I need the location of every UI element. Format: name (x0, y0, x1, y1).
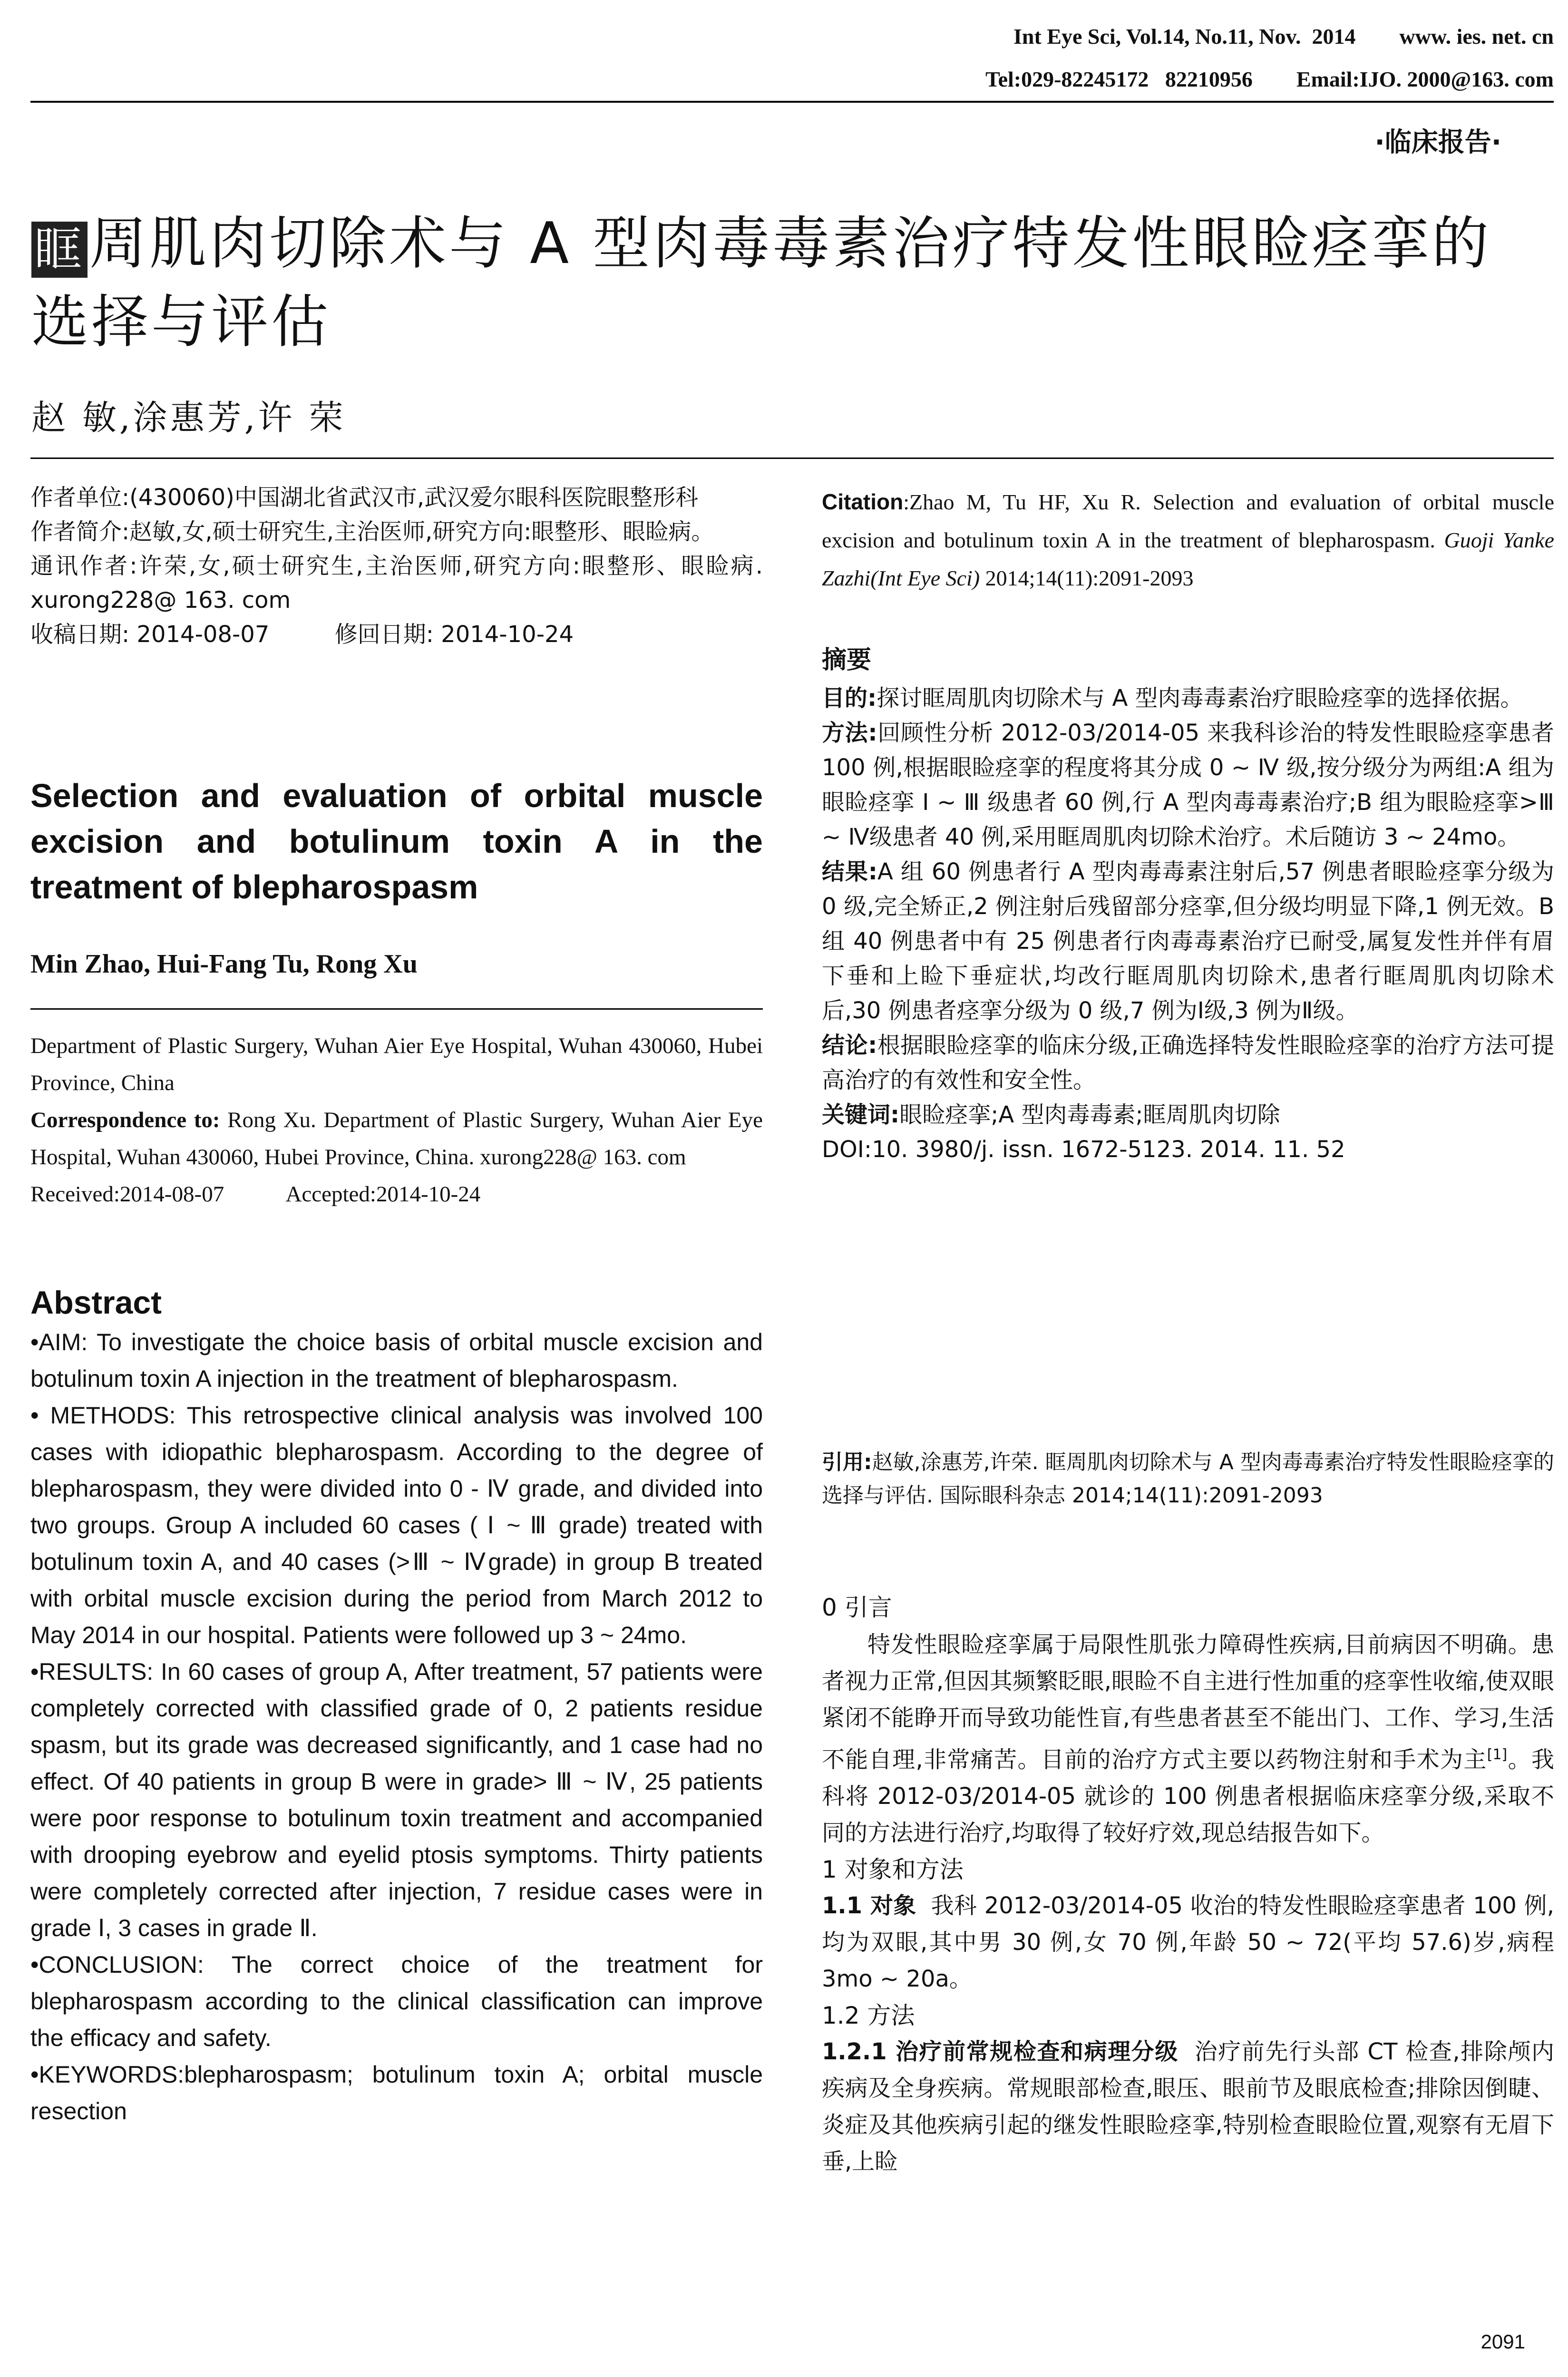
bio-cn: 作者简介:赵敏,女,硕士研究生,主治医师,研究方向:眼整形、眼睑病。 (30, 518, 714, 545)
affiliation: Department of Plastic Surgery, Wuhan Aier Eye Hospital, Wuhan 430060, Hubei Province, China (30, 1033, 763, 1095)
correspondence-label: Correspondence to: (30, 1108, 220, 1132)
abstract-keywords: •KEYWORDS:blepharospasm; botulinum toxin A; orbital muscle resection (30, 2061, 763, 2124)
article-title-cn (31, 205, 1544, 361)
conclusion-text: 根据眼睑痉挛的临床分级,正确选择特发性眼睑痉挛的治疗方法可提高治疗的有效性和安全性。 (822, 1032, 1554, 1093)
result-label: 结果: (822, 858, 877, 885)
result-text: A 组 60 例患者行 A 型肉毒毒素注射后,57 例患者眼睑痉挛分级为 0 级,完全矫正,2 例注射后残留部分痉挛,但分级均明显下降,1 例无效。B 组 40 例患者中有 25 例患者行肉毒毒素治疗已耐受,属复发性并伴有眉下垂和上睑下垂症状,均改行眶周肌肉切除术,患者行眶周肌肉切除术后,30 例患者痉挛分级为 0 级,7 例为Ⅰ级,3 例为Ⅱ级。 (822, 858, 1555, 1024)
unit-cn: 作者单位:(430060)中国湖北省武汉市,武汉爱尔眼科医院眼整形科 (30, 484, 699, 511)
method-text: 回顾性分析 2012-03/2014-05 来我科诊治的特发性眼睑痉挛患者 100 例,根据眼睑痉挛的程度将其分成 0 ~ Ⅳ 级,按分级分为两组:A 组为眼睑痉挛 Ⅰ ~ Ⅲ 级患者 60 例,行 A 型肉毒毒素治疗;B 组为眼睑痉挛>Ⅲ ~ Ⅳ级患者 40 例,采用眶周肌肉切除术治疗。术后随访 3 ~ 24mo。 (822, 720, 1554, 850)
abstract-heading: Abstract (30, 1285, 162, 1321)
cite-cn-text: 赵敏,涂惠芳,许荣. 眶周肌肉切除术与 A 型肉毒毒素治疗特发性眼睑痉挛的选择与评估. 国际眼科杂志 2014;14(11):2091-2093 (822, 1450, 1554, 1508)
journal-info: Int Eye Sci, Vol.14, No.11, Nov. 2014 www. ies. net. cn (1013, 24, 1554, 49)
intro-heading: 0 引言 (822, 1594, 892, 1621)
revised-cn: 修回日期: 2014-10-24 (334, 621, 574, 648)
abstract-aim: •AIM: To investigate the choice basis of orbital muscle excision and botulinum toxin A injection in the treatment of blepharospasm. (30, 1329, 763, 1392)
abstract-conclusion: •CONCLUSION: The correct choice of the treatment for blepharospasm according to the clinical classification can improve the efficacy and safety. (30, 1951, 763, 2051)
goal-text: 探讨眶周肌肉切除术与 A 型肉毒毒素治疗眼睑痉挛的选择依据。 (877, 685, 1523, 711)
cite-cn-label: 引用: (822, 1450, 872, 1474)
dates-cn (30, 617, 763, 652)
page-number: 2091 (1480, 2330, 1525, 2353)
correspondence-text: Rong Xu. Department of Plastic Surgery, Wuhan Aier Eye Hospital, Wuhan 430060, Hubei Province, China. xurong228@ 163. com (30, 1108, 763, 1169)
conclusion-label: 结论: (822, 1032, 877, 1059)
affiliation-block (30, 1027, 763, 1213)
intro-text-2: 。我科将 2012-03/2014-05 就诊的 100 例患者根据临床痉挛分级,采取不同的方法进行治疗,均取得了较好疗效,现总结报告如下。 (822, 1746, 1554, 1846)
method-label: 方法: (822, 720, 877, 746)
abstract-cn (822, 640, 1554, 1167)
intro-text: 特发性眼睑痉挛属于局限性肌张力障碍性疾病,目前病因不明确。患者视力正常,但因其频繁眨眼,眼睑不自主进行性加重的痉挛性收缩,使双眼紧闭不能睁开而导致功能性盲,有些患者甚至不能出门、工作、学习,生活不能自理,非常痛苦。目前的治疗方式主要以药物注射和手术为主 (822, 1631, 1554, 1773)
dates-en (30, 1176, 763, 1213)
ref-mark: [1] (1487, 1746, 1508, 1763)
contact-info: Tel:029-82245172 82210956 Email:IJO. 2000@163. com (985, 67, 1554, 91)
abstract-cn-goal (822, 681, 1554, 716)
section-1-heading: 1 对象和方法 (822, 1856, 964, 1883)
correspondence (30, 1101, 763, 1176)
cite-cn (822, 1446, 1554, 1512)
english-title: Selection and evaluation of orbital muscle excision and botulinum toxin A in the treatment of blepharospasm (30, 777, 763, 906)
abstract-cn-result (822, 855, 1554, 1028)
section-1-2-heading: 1.2 方法 (822, 2002, 915, 2029)
abstract-cn-method (822, 716, 1554, 855)
goal-label: 目的: (822, 685, 877, 711)
keywords-label: 关键词: (822, 1101, 900, 1128)
header-rule (30, 101, 1554, 103)
keywords-text: 眼睑痉挛;A 型肉毒毒素;眶周肌肉切除 (899, 1101, 1280, 1128)
abstract-cn-keywords (822, 1098, 1554, 1132)
section-1-2-1 (822, 2034, 1554, 2180)
section-label: ·临床报告· (1374, 127, 1501, 158)
english-authors: Min Zhao, Hui-Fang Tu, Rong Xu (30, 949, 418, 979)
corr-cn: 通讯作者:许荣,女,硕士研究生,主治医师,研究方向:眼整形、眼睑病. xurong228@ 163. com (30, 553, 763, 614)
received-en: Received:2014-08-07 (30, 1182, 224, 1207)
section-1-2-1-label: 1.2.1 治疗前常规检查和病理分级 (822, 2038, 1178, 2065)
abstract-cn-conclusion (822, 1028, 1554, 1098)
abstract-methods: • METHODS: This retrospective clinical analysis was involved 100 cases with idiopathic blepharospasm. According to the degree of blepharospasm, they were divided into 0 - Ⅳ grade, and divided into two groups. Group A included 60 cases ( Ⅰ ~ Ⅲ grade) treated with botulinum toxin A, and 40 cases (>Ⅲ ~ Ⅳgrade) in group B treated with orbital muscle excision during the period from March 2012 to May 2014 in our hospital. Patients were followed up 3 ~ 24mo. (30, 1402, 763, 1648)
section-1-1-label: 1.1 对象 (822, 1892, 916, 1919)
title-rest: 周肌肉切除术与 A 型肉毒毒素治疗特发性眼睑痉挛的选择与评估 (31, 211, 1492, 355)
authors-rule (30, 1008, 763, 1010)
received-cn: 收稿日期: 2014-08-07 (30, 621, 270, 648)
abstract-en (30, 1284, 763, 2130)
section-1-1-text: 我科 2012-03/2014-05 收治的特发性眼睑痉挛患者 100 例,均为双眼,其中男 30 例,女 70 例,年龄 50 ~ 72(平均 57.6)岁,病程 3mo ~ 20a。 (822, 1892, 1554, 1992)
citation-tail: 2014;14(11):2091-2093 (980, 566, 1194, 590)
section-1-2-1-text: 治疗前先行头部 CT 检查,排除颅内疾病及全身疾病。常规眼部检查,眼压、眼前节及眼底检查;排除因倒睫、炎症及其他疾病引起的继发性眼睑痉挛,特别检查眼睑位置,观察有无眉下垂,上睑 (822, 2038, 1554, 2175)
author-info-cn (30, 480, 763, 652)
authors-cn: 赵 敏,涂惠芳,许 荣 (31, 398, 346, 438)
section-1-1 (822, 1888, 1554, 1997)
english-title-block (30, 773, 763, 910)
doi: DOI:10. 3980/j. issn. 1672-5123. 2014. 11. 52 (822, 1136, 1345, 1163)
title-rule (30, 458, 1554, 459)
citation-text: :Zhao M, Tu HF, Xu R. Selection and evaluation of orbital muscle excision and botulinum toxin A in the treatment of blepharospasm. (822, 490, 1554, 552)
citation-en (822, 483, 1554, 597)
citation-label: Citation (822, 489, 904, 514)
abstract-results: •RESULTS: In 60 cases of group A, After treatment, 57 patients were completely corrected with classified grade of 0, 2 patients residue spasm, but its grade was decreased significantly, and 1 case had no effect. Of 40 patients in group B were in grade> Ⅲ ~ Ⅳ, 25 patients were poor response to botulinum toxin treatment and accompanied with drooping eyebrow and eyelid ptosis symptoms. Thirty patients were completely corrected after injection, 7 residue cases were in grade Ⅰ, 3 cases in grade Ⅱ. (30, 1658, 763, 1941)
body-text (822, 1588, 1554, 2180)
intro-paragraph (822, 1627, 1554, 1851)
citation-journal: Guoji Yanke Zazhi(Int Eye Sci) (822, 528, 1554, 590)
title-first-char: 眶 (31, 222, 88, 278)
abstract-cn-heading: 摘要 (822, 646, 872, 674)
accepted-en: Accepted:2014-10-24 (285, 1182, 481, 1207)
